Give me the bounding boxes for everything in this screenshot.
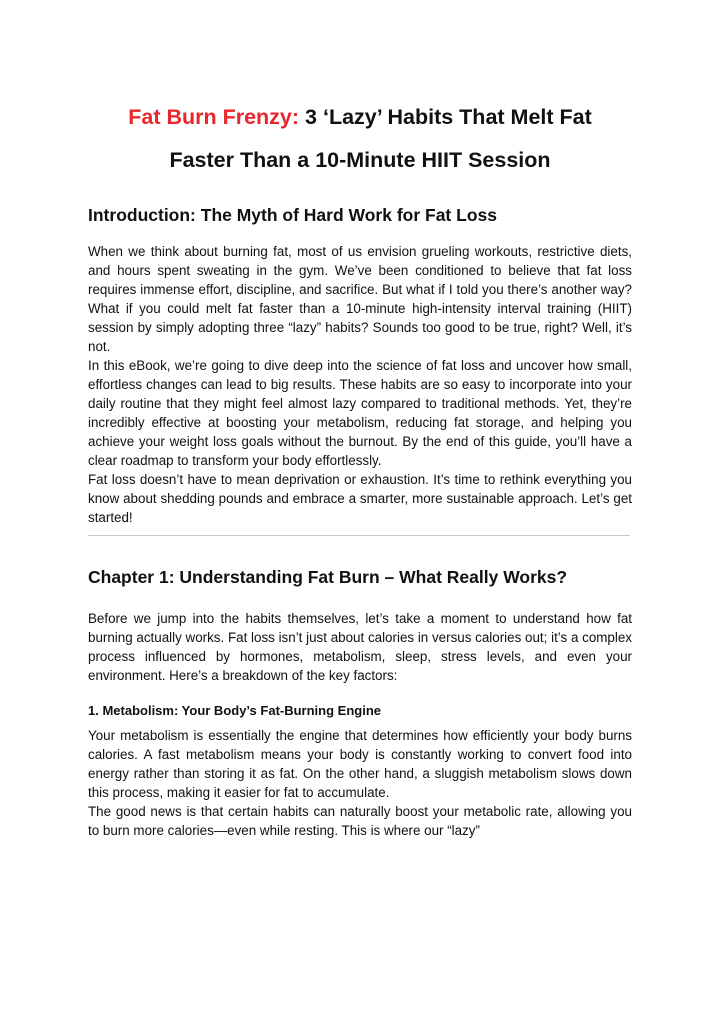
title-accent: Fat Burn Frenzy: bbox=[128, 105, 300, 129]
section1-body bbox=[88, 726, 632, 840]
title-line2: Faster Than a 10-Minute HIIT Session bbox=[169, 148, 551, 172]
section1-paragraph: The good news is that certain habits can naturally boost your metabolic rate, allowing you to burn more calories—even while resting. This is where our “lazy” bbox=[88, 804, 632, 838]
title-line1-rest: 3 ‘Lazy’ Habits That Melt Fat bbox=[299, 105, 592, 129]
chapter1-heading: Chapter 1: Understanding Fat Burn – What Really Works? bbox=[88, 567, 568, 587]
section1-heading: 1. Metabolism: Your Body’s Fat-Burning Engine bbox=[88, 703, 382, 718]
document-page bbox=[88, 96, 632, 840]
intro-body bbox=[88, 242, 632, 527]
intro-heading: Introduction: The Myth of Hard Work for Fat Loss bbox=[88, 205, 497, 225]
section-divider bbox=[88, 535, 630, 536]
intro-paragraph: In this eBook, we’re going to dive deep into the science of fat loss and uncover how small, effortless changes can lead to big results. These habits are so easy to incorporate into your daily routine that they might feel almost lazy compared to traditional methods. Yet, they’re incredibly effective at boosting your metabolism, reducing fat storage, and helping you achieve your weight loss goals without the burnout. By the end of this guide, you’ll have a clear roadmap to transform your body effortlessly. bbox=[88, 358, 632, 468]
chapter1-body bbox=[88, 609, 632, 685]
chapter1-paragraph: Before we jump into the habits themselves, let’s take a moment to understand how fat burning actually works. Fat loss isn’t just about calories in versus calories out; it’s a complex process influenced by hormones, metabolism, sleep, stress levels, and even your environment. Here’s a breakdown of the key factors: bbox=[88, 611, 632, 683]
intro-paragraph: Fat loss doesn’t have to mean deprivation or exhaustion. It’s time to rethink everything you know about shedding pounds and embrace a smarter, more sustainable approach. Let’s get started! bbox=[88, 472, 632, 525]
section1-paragraph: Your metabolism is essentially the engine that determines how efficiently your body burns calories. A fast metabolism means your body is constantly working to convert food into energy rather than storing it as fat. On the other hand, a sluggish metabolism slows down this process, making it easier for fat to accumulate. bbox=[88, 728, 632, 800]
intro-paragraph: When we think about burning fat, most of us envision grueling workouts, restrictive diets, and hours spent sweating in the gym. We’ve been conditioned to believe that fat loss requires immense effort, discipline, and sacrifice. But what if I told you there’s another way? What if you could melt fat faster than a 10-minute high-intensity interval training (HIIT) session by simply adopting three “lazy” habits? Sounds too good to be true, right? Well, it’s not. bbox=[88, 244, 632, 354]
document-title bbox=[88, 96, 632, 182]
